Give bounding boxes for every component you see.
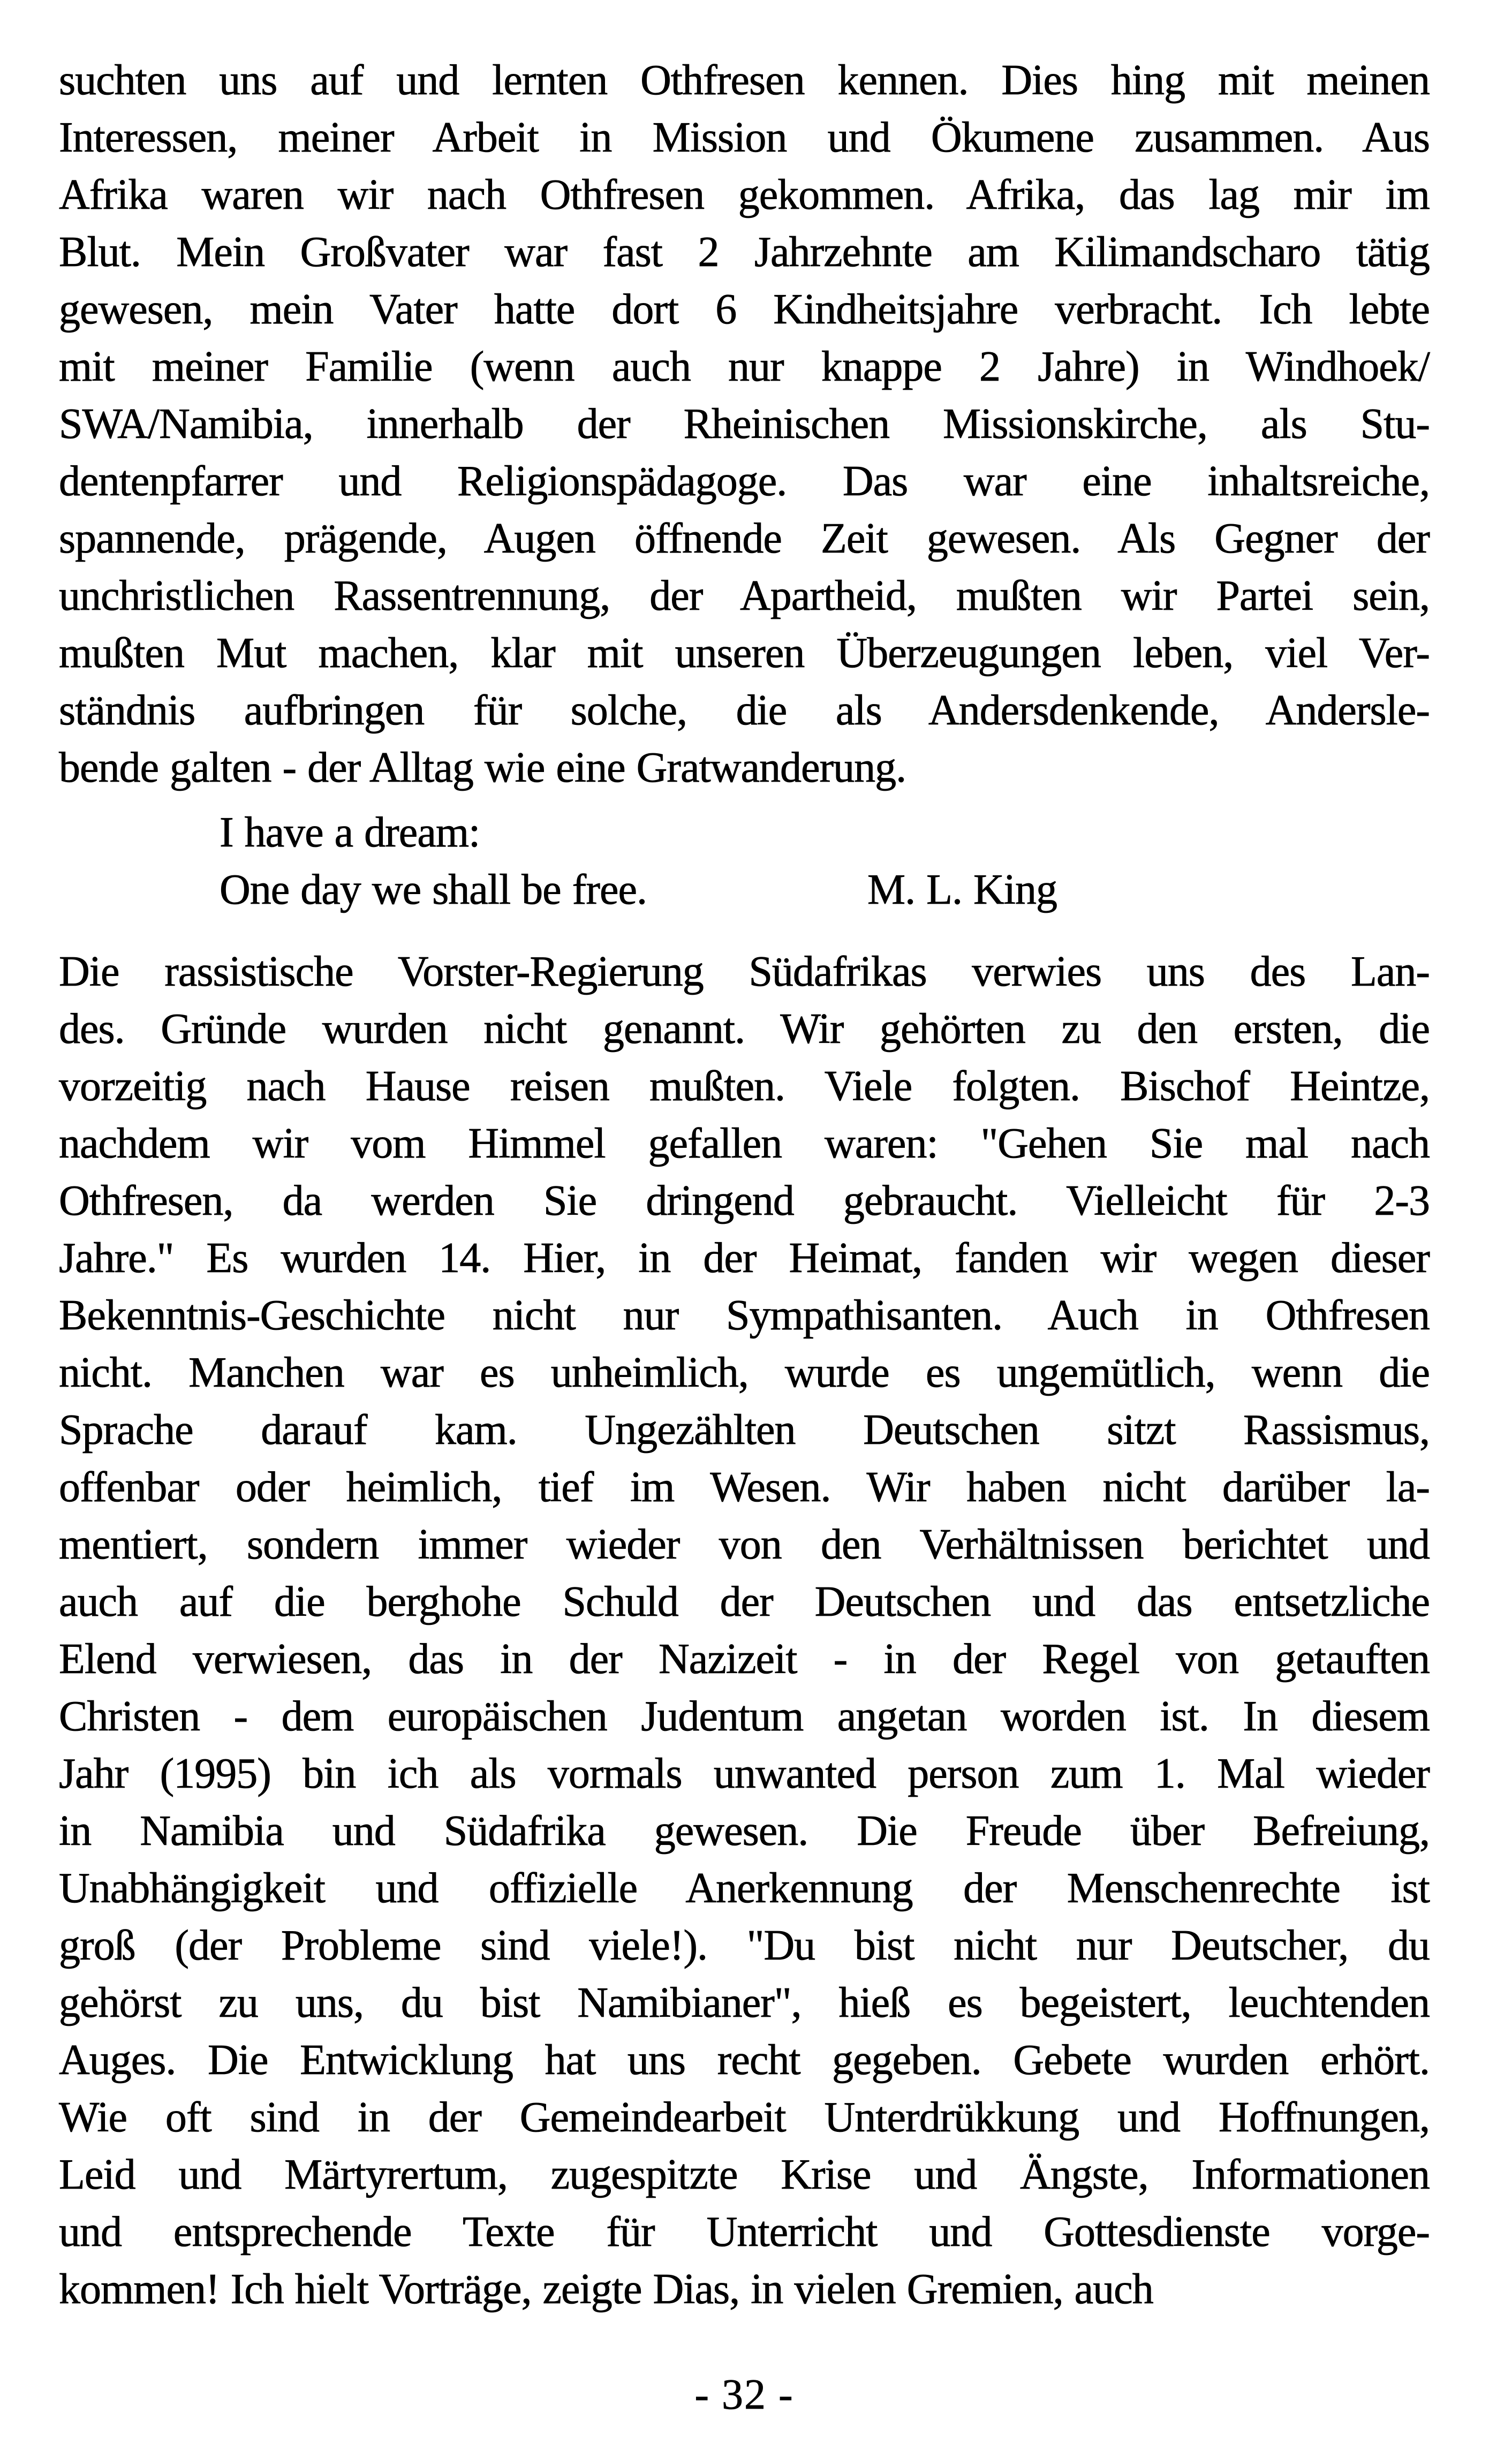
quote-block xyxy=(59,804,1430,919)
text-line: dentenpfarrer und Religionspädagoge. Das war eine inhaltsreiche, xyxy=(59,458,1430,505)
text-line: Die rassistische Vorster-Regierung Südafrikas verwies uns des Lan- xyxy=(59,948,1430,995)
text-line: mit meiner Familie (wenn auch nur knappe 2 Jahre) in Windhoek/ xyxy=(59,343,1430,390)
text-line: unchristlichen Rassentrennung, der Apartheid, mußten wir Partei sein, xyxy=(59,572,1430,619)
text-line: groß (der Probleme sind viele!). "Du bist nicht nur Deutscher, du xyxy=(59,1922,1430,1969)
text-line: Jahre." Es wurden 14. Hier, in der Heimat, fanden wir wegen dieser xyxy=(59,1235,1430,1282)
text-line: kommen! Ich hielt Vorträge, zeigte Dias, in vielen Gremien, auch xyxy=(59,2266,1153,2313)
text-line: Unabhängigkeit und offizielle Anerkennung der Menschenrechte ist xyxy=(59,1865,1430,1912)
text-line: Othfresen, da werden Sie dringend gebraucht. Vielleicht für 2-3 xyxy=(59,1177,1430,1224)
paragraph-1 xyxy=(59,52,1430,797)
page-number: - 32 - xyxy=(694,2371,794,2418)
text-line: Leid und Märtyrertum, zugespitzte Krise und Ängste, Informationen xyxy=(59,2151,1430,2198)
text-line: nachdem wir vom Himmel gefallen waren: "Gehen Sie mal nach xyxy=(59,1120,1430,1167)
text-line: Blut. Mein Großvater war fast 2 Jahrzehnte am Kilimandscharo tätig xyxy=(59,229,1430,276)
text-line: in Namibia und Südafrika gewesen. Die Freude über Befreiung, xyxy=(59,1807,1430,1855)
text-line: Wie oft sind in der Gemeindearbeit Unterdrükkung und Hoffnungen, xyxy=(59,2094,1430,2141)
text-line: Jahr (1995) bin ich als vormals unwanted person zum 1. Mal wieder xyxy=(59,1750,1430,1797)
quote-attribution: M. L. King xyxy=(867,866,1057,913)
text-line: spannende, prägende, Augen öffnende Zeit gewesen. Als Gegner der xyxy=(59,515,1430,562)
text-line: mußten Mut machen, klar mit unseren Überzeugungen leben, viel Ver- xyxy=(59,630,1430,677)
text-line: Christen - dem europäischen Judentum angetan worden ist. In diesem xyxy=(59,1693,1430,1740)
text-line: nicht. Manchen war es unheimlich, wurde es ungemütlich, wenn die xyxy=(59,1349,1430,1396)
text-line: auch auf die berghohe Schuld der Deutschen und das entsetzliche xyxy=(59,1578,1430,1625)
text-line: bende galten - der Alltag wie eine Gratwanderung. xyxy=(59,744,906,791)
paragraph-2 xyxy=(59,943,1430,2318)
text-line: Interessen, meiner Arbeit in Mission und Ökumene zusammen. Aus xyxy=(59,114,1430,161)
text-line: mentiert, sondern immer wieder von den Verhältnissen berichtet und xyxy=(59,1521,1430,1568)
text-line: vorzeitig nach Hause reisen mußten. Viele folgten. Bischof Heintze, xyxy=(59,1063,1430,1110)
quote-line-1: I have a dream: xyxy=(220,809,480,856)
text-line: gehörst zu uns, du bist Namibianer", hieß es begeistert, leuchtenden xyxy=(59,1979,1430,2026)
text-line: Auges. Die Entwicklung hat uns recht gegeben. Gebete wurden erhört. xyxy=(59,2037,1430,2084)
text-line: ständnis aufbringen für solche, die als Andersdenkende, Andersle- xyxy=(59,687,1430,734)
page-text-block xyxy=(59,52,1430,2424)
text-line: und entsprechende Texte für Unterricht und Gottesdienste vorge- xyxy=(59,2208,1430,2256)
text-line: SWA/Namibia, innerhalb der Rheinischen Missionskirche, als Stu- xyxy=(59,400,1430,448)
text-line: Sprache darauf kam. Ungezählten Deutschen sitzt Rassismus, xyxy=(59,1406,1430,1454)
text-line: des. Gründe wurden nicht genannt. Wir gehörten zu den ersten, die xyxy=(59,1005,1430,1053)
text-line: gewesen, mein Vater hatte dort 6 Kindheitsjahre verbracht. Ich lebte xyxy=(59,286,1430,333)
text-line: Elend verwiesen, das in der Nazizeit - in der Regel von getauften xyxy=(59,1636,1430,1683)
text-line: Afrika waren wir nach Othfresen gekommen. Afrika, das lag mir im xyxy=(59,171,1430,218)
text-line: offenbar oder heimlich, tief im Wesen. Wir haben nicht darüber la- xyxy=(59,1464,1430,1511)
text-line: Bekenntnis-Geschichte nicht nur Sympathisanten. Auch in Othfresen xyxy=(59,1292,1430,1339)
quote-line-2: One day we shall be free. xyxy=(220,866,647,913)
text-line: suchten uns auf und lernten Othfresen kennen. Dies hing mit meinen xyxy=(59,57,1430,104)
